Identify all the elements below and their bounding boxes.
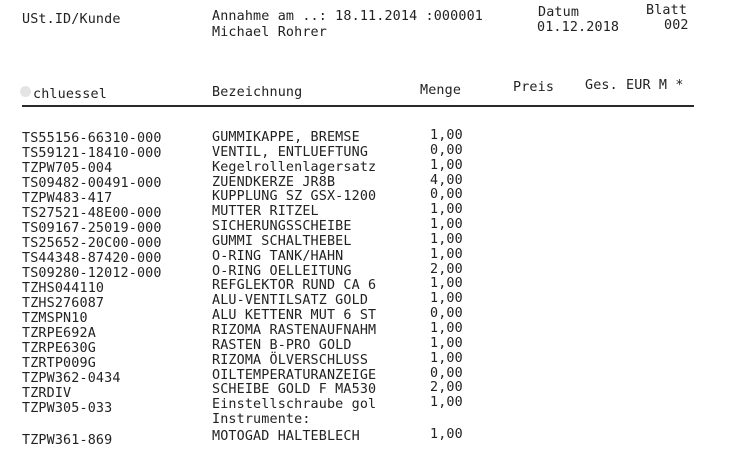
- table-row: [0, 128, 730, 146]
- header-rule: [22, 105, 694, 107]
- item-quantity: 1,00: [430, 128, 463, 143]
- item-quantity: 1,00: [430, 202, 463, 217]
- item-description: SCHEIBE GOLD F MA530: [212, 382, 377, 397]
- item-quantity: 1,00: [430, 217, 463, 232]
- item-description: ALU KETTENR MUT 6 ST: [212, 308, 377, 323]
- item-quantity: 1,00: [430, 321, 463, 336]
- item-code: TZRPE692A: [22, 326, 96, 341]
- item-description: RIZOMA RASTENAUFNAHM: [212, 323, 377, 338]
- customer-id-label: USt.ID/Kunde: [22, 12, 121, 27]
- table-row: [0, 395, 730, 416]
- item-code: TZRTP009G: [22, 356, 96, 371]
- item-code: TS27521-48E00-000: [22, 206, 162, 221]
- column-header-quantity: Menge: [420, 83, 462, 98]
- item-quantity: 1,00: [430, 336, 463, 351]
- item-quantity: 1,00: [430, 232, 463, 247]
- item-code: TS09482-00491-000: [22, 176, 162, 191]
- item-quantity: 1,00: [430, 395, 463, 410]
- item-quantity: 1,00: [430, 291, 463, 306]
- table-row: [0, 321, 730, 341]
- table-row: [0, 217, 730, 236]
- received-by-name: Michael Rohrer: [212, 25, 327, 40]
- item-description: ALU-VENTILSATZ GOLD: [212, 293, 369, 308]
- item-code: TZPW362-0434: [22, 371, 121, 386]
- item-code: TZHS276087: [22, 296, 105, 311]
- item-description: Einstellschraube gol: [212, 397, 377, 412]
- table-row: [0, 158, 730, 176]
- item-description: O-RING OELLEITUNG: [212, 264, 352, 279]
- item-description: REFGLEKTOR RUND CA 6: [212, 278, 377, 293]
- item-code: TZMSPN10: [22, 311, 88, 326]
- item-code: TZPW483-417: [22, 191, 113, 206]
- received-info: Annahme am ..: 18.11.2014 :000001: [212, 9, 483, 24]
- item-quantity: 1,00: [430, 351, 463, 366]
- item-quantity: 2,00: [430, 262, 463, 277]
- item-description: RASTEN B-PRO GOLD: [212, 338, 352, 353]
- item-description: VENTIL, ENTLUEFTUNG: [212, 145, 369, 160]
- column-header-price: Preis: [513, 80, 555, 95]
- item-code: TS25652-20C00-000: [22, 236, 162, 251]
- item-code: TZRDIV: [22, 386, 72, 401]
- item-description: MOTOGAD HALTEBLECH: [212, 429, 360, 444]
- date-label: Datum: [538, 5, 580, 20]
- sheet-label: Blatt: [646, 3, 688, 18]
- item-description: MUTTER RITZEL: [212, 204, 319, 219]
- table-row: [0, 232, 730, 251]
- item-description: O-RING TANK/HAHN: [212, 249, 344, 264]
- sheet-number: 002: [664, 18, 689, 33]
- table-row: [0, 247, 730, 266]
- item-description: OILTEMPERATURANZEIGE: [212, 368, 377, 383]
- item-code: TZPW705-004: [22, 161, 113, 176]
- scan-smudge: [20, 86, 31, 97]
- item-description: GUMMIKAPPE, BREMSE: [212, 130, 360, 145]
- item-code: TZHS044110: [22, 281, 105, 296]
- table-row: [0, 412, 730, 431]
- item-quantity: 4,00: [430, 173, 463, 188]
- item-quantity: 0,00: [430, 366, 463, 381]
- table-row: [0, 187, 730, 206]
- item-description: Instrumente:: [212, 412, 311, 427]
- item-code: TS09280-12012-000: [22, 266, 162, 281]
- table-row: [0, 143, 730, 161]
- item-quantity: 1,00: [430, 247, 463, 262]
- item-code: TS55156-66310-000: [22, 131, 162, 146]
- item-quantity: 2,00: [430, 380, 463, 395]
- item-description: SICHERUNGSSCHEIBE: [212, 219, 352, 234]
- date-value: 01.12.2018: [537, 20, 620, 35]
- item-description: ZUENDKERZE JR8B: [212, 175, 336, 190]
- column-header-key: chluessel: [33, 87, 107, 102]
- item-quantity: 0,00: [430, 143, 463, 158]
- item-quantity: 1,00: [430, 158, 463, 173]
- item-description: GUMMI SCHALTHEBEL: [212, 234, 352, 249]
- item-quantity: 1,00: [430, 427, 463, 442]
- item-code: TS59121-18410-000: [22, 146, 162, 161]
- item-code: TS09167-25019-000: [22, 221, 162, 236]
- table-row: [0, 427, 730, 448]
- column-header-total: Ges. EUR M *: [585, 78, 684, 93]
- item-code: TS44348-87420-000: [22, 251, 162, 266]
- item-quantity: 0,00: [430, 187, 463, 202]
- item-code: TZPW361-869: [22, 433, 113, 448]
- item-description: KUPPLUNG SZ GSX-1200: [212, 189, 377, 204]
- item-description: Kegelrollenlagersatz: [212, 160, 377, 175]
- table-row: [0, 202, 730, 221]
- item-quantity: 1,00: [430, 276, 463, 291]
- item-description: RIZOMA ÖLVERSCHLUSS: [212, 353, 369, 368]
- item-code: TZPW305-033: [22, 401, 113, 416]
- column-header-description: Bezeichnung: [212, 85, 303, 100]
- item-quantity: 0,00: [430, 306, 463, 321]
- item-code: TZRPE630G: [22, 341, 96, 356]
